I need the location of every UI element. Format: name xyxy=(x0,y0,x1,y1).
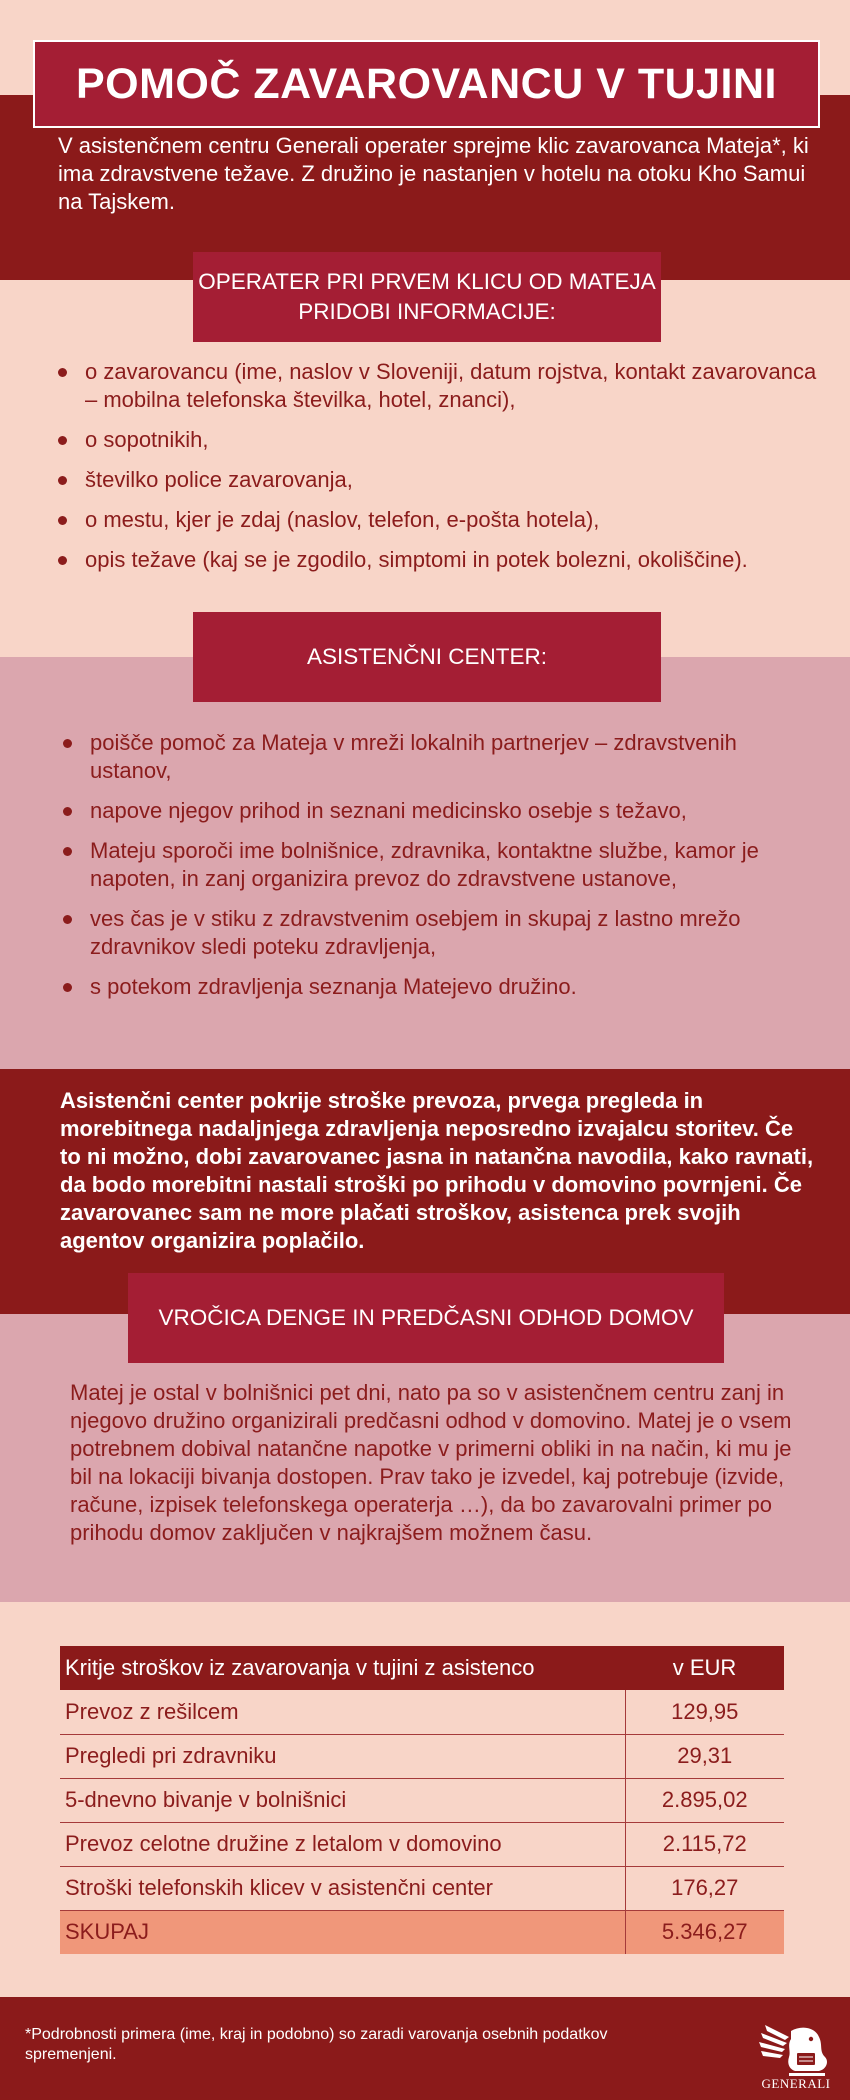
row-label: Stroški telefonskih klicev v asistenčni center xyxy=(60,1866,625,1910)
table-row xyxy=(60,1822,784,1866)
section1-list xyxy=(53,358,823,586)
list-item: ves čas je v stiku z zdravstvenim osebjem in skupaj z lastno mrežo zdravnikov sledi poteku zdravljenja, xyxy=(58,905,818,961)
row-value: 29,31 xyxy=(625,1734,784,1778)
list-item: opis težave (kaj se je zgodilo, simptomi in potek bolezni, okoliščine). xyxy=(53,546,823,574)
footnote: *Podrobnosti primera (ime, kraj in podobno) so zaradi varovanja osebnih podatkov spremenjeni. xyxy=(25,2026,608,2063)
cost-table xyxy=(60,1646,784,1954)
table-total-row xyxy=(60,1910,784,1954)
table-header-row xyxy=(60,1646,784,1690)
coverage-text xyxy=(60,1087,820,1255)
row-label: 5-dnevno bivanje v bolnišnici xyxy=(60,1778,625,1822)
table-row xyxy=(60,1778,784,1822)
list-item: o mestu, kjer je zdaj (naslov, telefon, e-pošta hotela), xyxy=(53,506,823,534)
section3-heading: VROČICA DENGE IN PREDČASNI ODHOD DOMOV xyxy=(128,1273,724,1363)
list-item: poišče pomoč za Mateja v mreži lokalnih partnerjev – zdravstvenih ustanov, xyxy=(58,729,818,785)
section2-list xyxy=(58,729,818,1013)
total-label: SKUPAJ xyxy=(60,1910,625,1954)
section3-text: Matej je ostal v bolnišnici pet dni, nato pa so v asistenčnem centru zanj in njegovo družino organizirali predčasni odhod v domovino. Matej je o vsem potrebnem dobival natančne napotke v primerni obliki in na način, ki mu je bil na lokaciji bivanja dostopen. Prav tako je izvedel, kaj potrebuje (izvide, račune, izpisek telefonskega operaterja …), da bo zavarovalni primer po prihodu domov zaključen v najkrajšem možnem času. xyxy=(70,1380,792,1545)
list-item: o zavarovancu (ime, naslov v Sloveniji, datum rojstva, kontakt zavarovanca – mobilna telefonska številka, hotel, znanci), xyxy=(53,358,823,414)
list-item: Mateju sporoči ime bolnišnice, zdravnika, kontaktne službe, kamor je napoten, in zanj organizira prevoz do zdravstvene ustanove, xyxy=(58,837,818,893)
list-item: napove njegov prihod in seznani medicinsko osebje s težavo, xyxy=(58,797,818,825)
list-item: s potekom zdravljenja seznanja Matejevo družino. xyxy=(58,973,818,1001)
row-label: Pregledi pri zdravniku xyxy=(60,1734,625,1778)
total-value: 5.346,27 xyxy=(625,1910,784,1954)
row-value: 2.895,02 xyxy=(625,1778,784,1822)
row-value: 2.115,72 xyxy=(625,1822,784,1866)
table-header-value: v EUR xyxy=(625,1646,784,1690)
table-row xyxy=(60,1690,784,1734)
logo-text: GENERALI xyxy=(761,2076,831,2091)
section1-heading: OPERATER PRI PRVEM KLICU OD MATEJA PRIDOBI INFORMACIJE: xyxy=(193,252,661,342)
table-header-label: Kritje stroškov iz zavarovanja v tujini z asistenco xyxy=(60,1646,625,1690)
list-item: številko police zavarovanja, xyxy=(53,466,823,494)
row-label: Prevoz z rešilcem xyxy=(60,1690,625,1734)
section2-heading: ASISTENČNI CENTER: xyxy=(193,612,661,702)
intro-text: V asistenčnem centru Generali operater sprejme klic zavarovanca Mateja*, ki ima zdravstvene težave. Z družino je nastanjen v hotelu na otoku Kho Samui na Tajskem. xyxy=(58,133,809,214)
page-title-box xyxy=(33,40,820,128)
list-item: o sopotnikih, xyxy=(53,426,823,454)
table-row xyxy=(60,1866,784,1910)
row-value: 129,95 xyxy=(625,1690,784,1734)
row-value: 176,27 xyxy=(625,1866,784,1910)
row-label: Prevoz celotne družine z letalom v domovino xyxy=(60,1822,625,1866)
coverage-text-b: Če to ni možno, dobi zavarovanec jasna in natančna navodila, kako ravnati, da bodo morebitni nastali stroški po prihodu v domovino povrnjeni. Če zavarovanec sam ne more plačati stroškov, asistenca prek svojih agentov organizira poplačilo. xyxy=(60,1116,814,1253)
page-title: POMOČ ZAVAROVANCU V TUJINI xyxy=(75,59,778,108)
coverage-text-emphasis: neposredno izvajalcu storitev. xyxy=(445,1116,759,1141)
table-row xyxy=(60,1734,784,1778)
coverage-text-a: Asistenčni center pokrije stroške prevoza, prvega pregleda in morebitnega nadaljnjega zdravljenja xyxy=(60,1088,704,1141)
